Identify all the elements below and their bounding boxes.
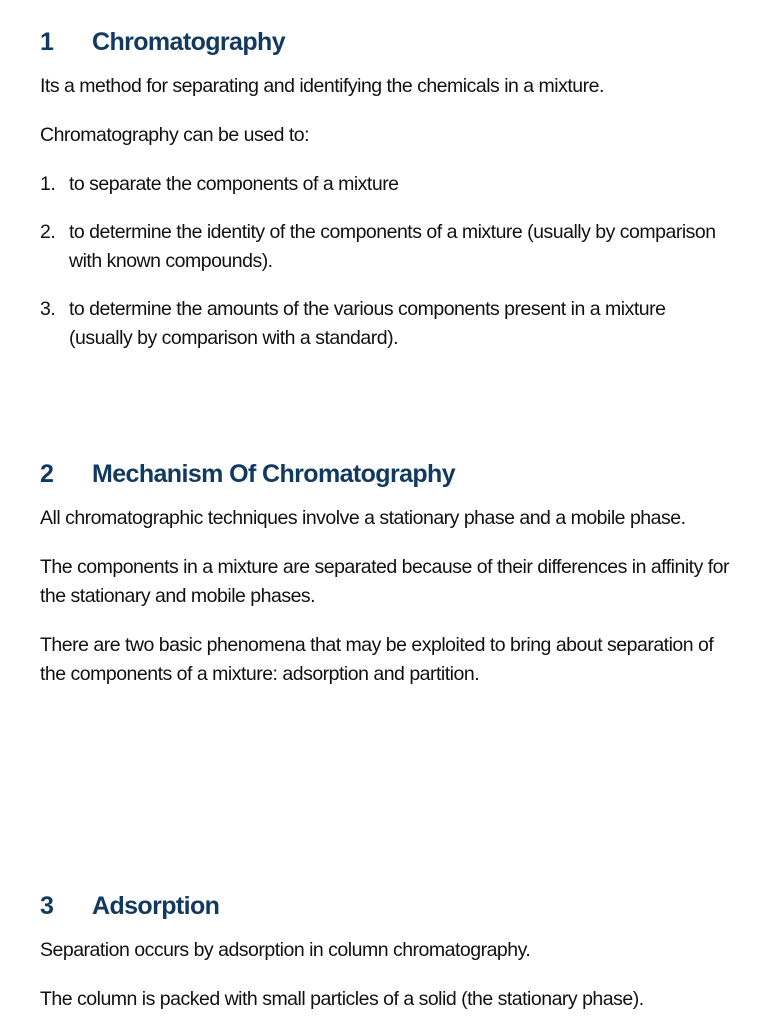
paragraph: There are two basic phenomena that may be exploited to bring about separation of the components of a mixture: adsorption and partition. — [40, 634, 714, 685]
list-item-text: to separate the components of a mixture — [69, 173, 399, 195]
section-adsorption — [40, 886, 730, 1014]
section-number: 3 — [40, 892, 54, 920]
section-mechanism — [40, 454, 730, 689]
list-marker: 1. — [40, 173, 56, 195]
section-title: Mechanism Of Chromatography — [92, 460, 456, 488]
list-marker: 2. — [40, 221, 56, 243]
paragraph: Separation occurs by adsorption in column chromatography. — [40, 939, 531, 961]
section-heading — [40, 454, 730, 494]
list-item-text: to determine the identity of the components of a mixture (usually by comparison with known compounds). — [69, 221, 716, 272]
paragraph: The column is packed with small particles of a solid (the stationary phase). — [40, 988, 644, 1010]
list-item — [40, 170, 730, 199]
section-number: 1 — [40, 28, 54, 56]
section-number: 2 — [40, 460, 54, 488]
section-chromatography — [40, 22, 730, 353]
section-title: Chromatography — [92, 28, 286, 56]
paragraph: The components in a mixture are separated because of their differences in affinity for the stationary and mobile phases. — [40, 556, 730, 607]
list-item — [40, 295, 730, 353]
list-item — [40, 218, 730, 276]
section-heading — [40, 886, 730, 926]
section-heading — [40, 22, 730, 62]
paragraph: Its a method for separating and identifying the chemicals in a mixture. — [40, 75, 604, 97]
numbered-list — [40, 170, 730, 353]
paragraph: Chromatography can be used to: — [40, 124, 310, 146]
section-title: Adsorption — [92, 892, 220, 920]
paragraph: All chromatographic techniques involve a stationary phase and a mobile phase. — [40, 507, 686, 529]
list-marker: 3. — [40, 298, 56, 320]
list-item-text: to determine the amounts of the various components present in a mixture (usually by comparison with a standard). — [69, 298, 666, 349]
